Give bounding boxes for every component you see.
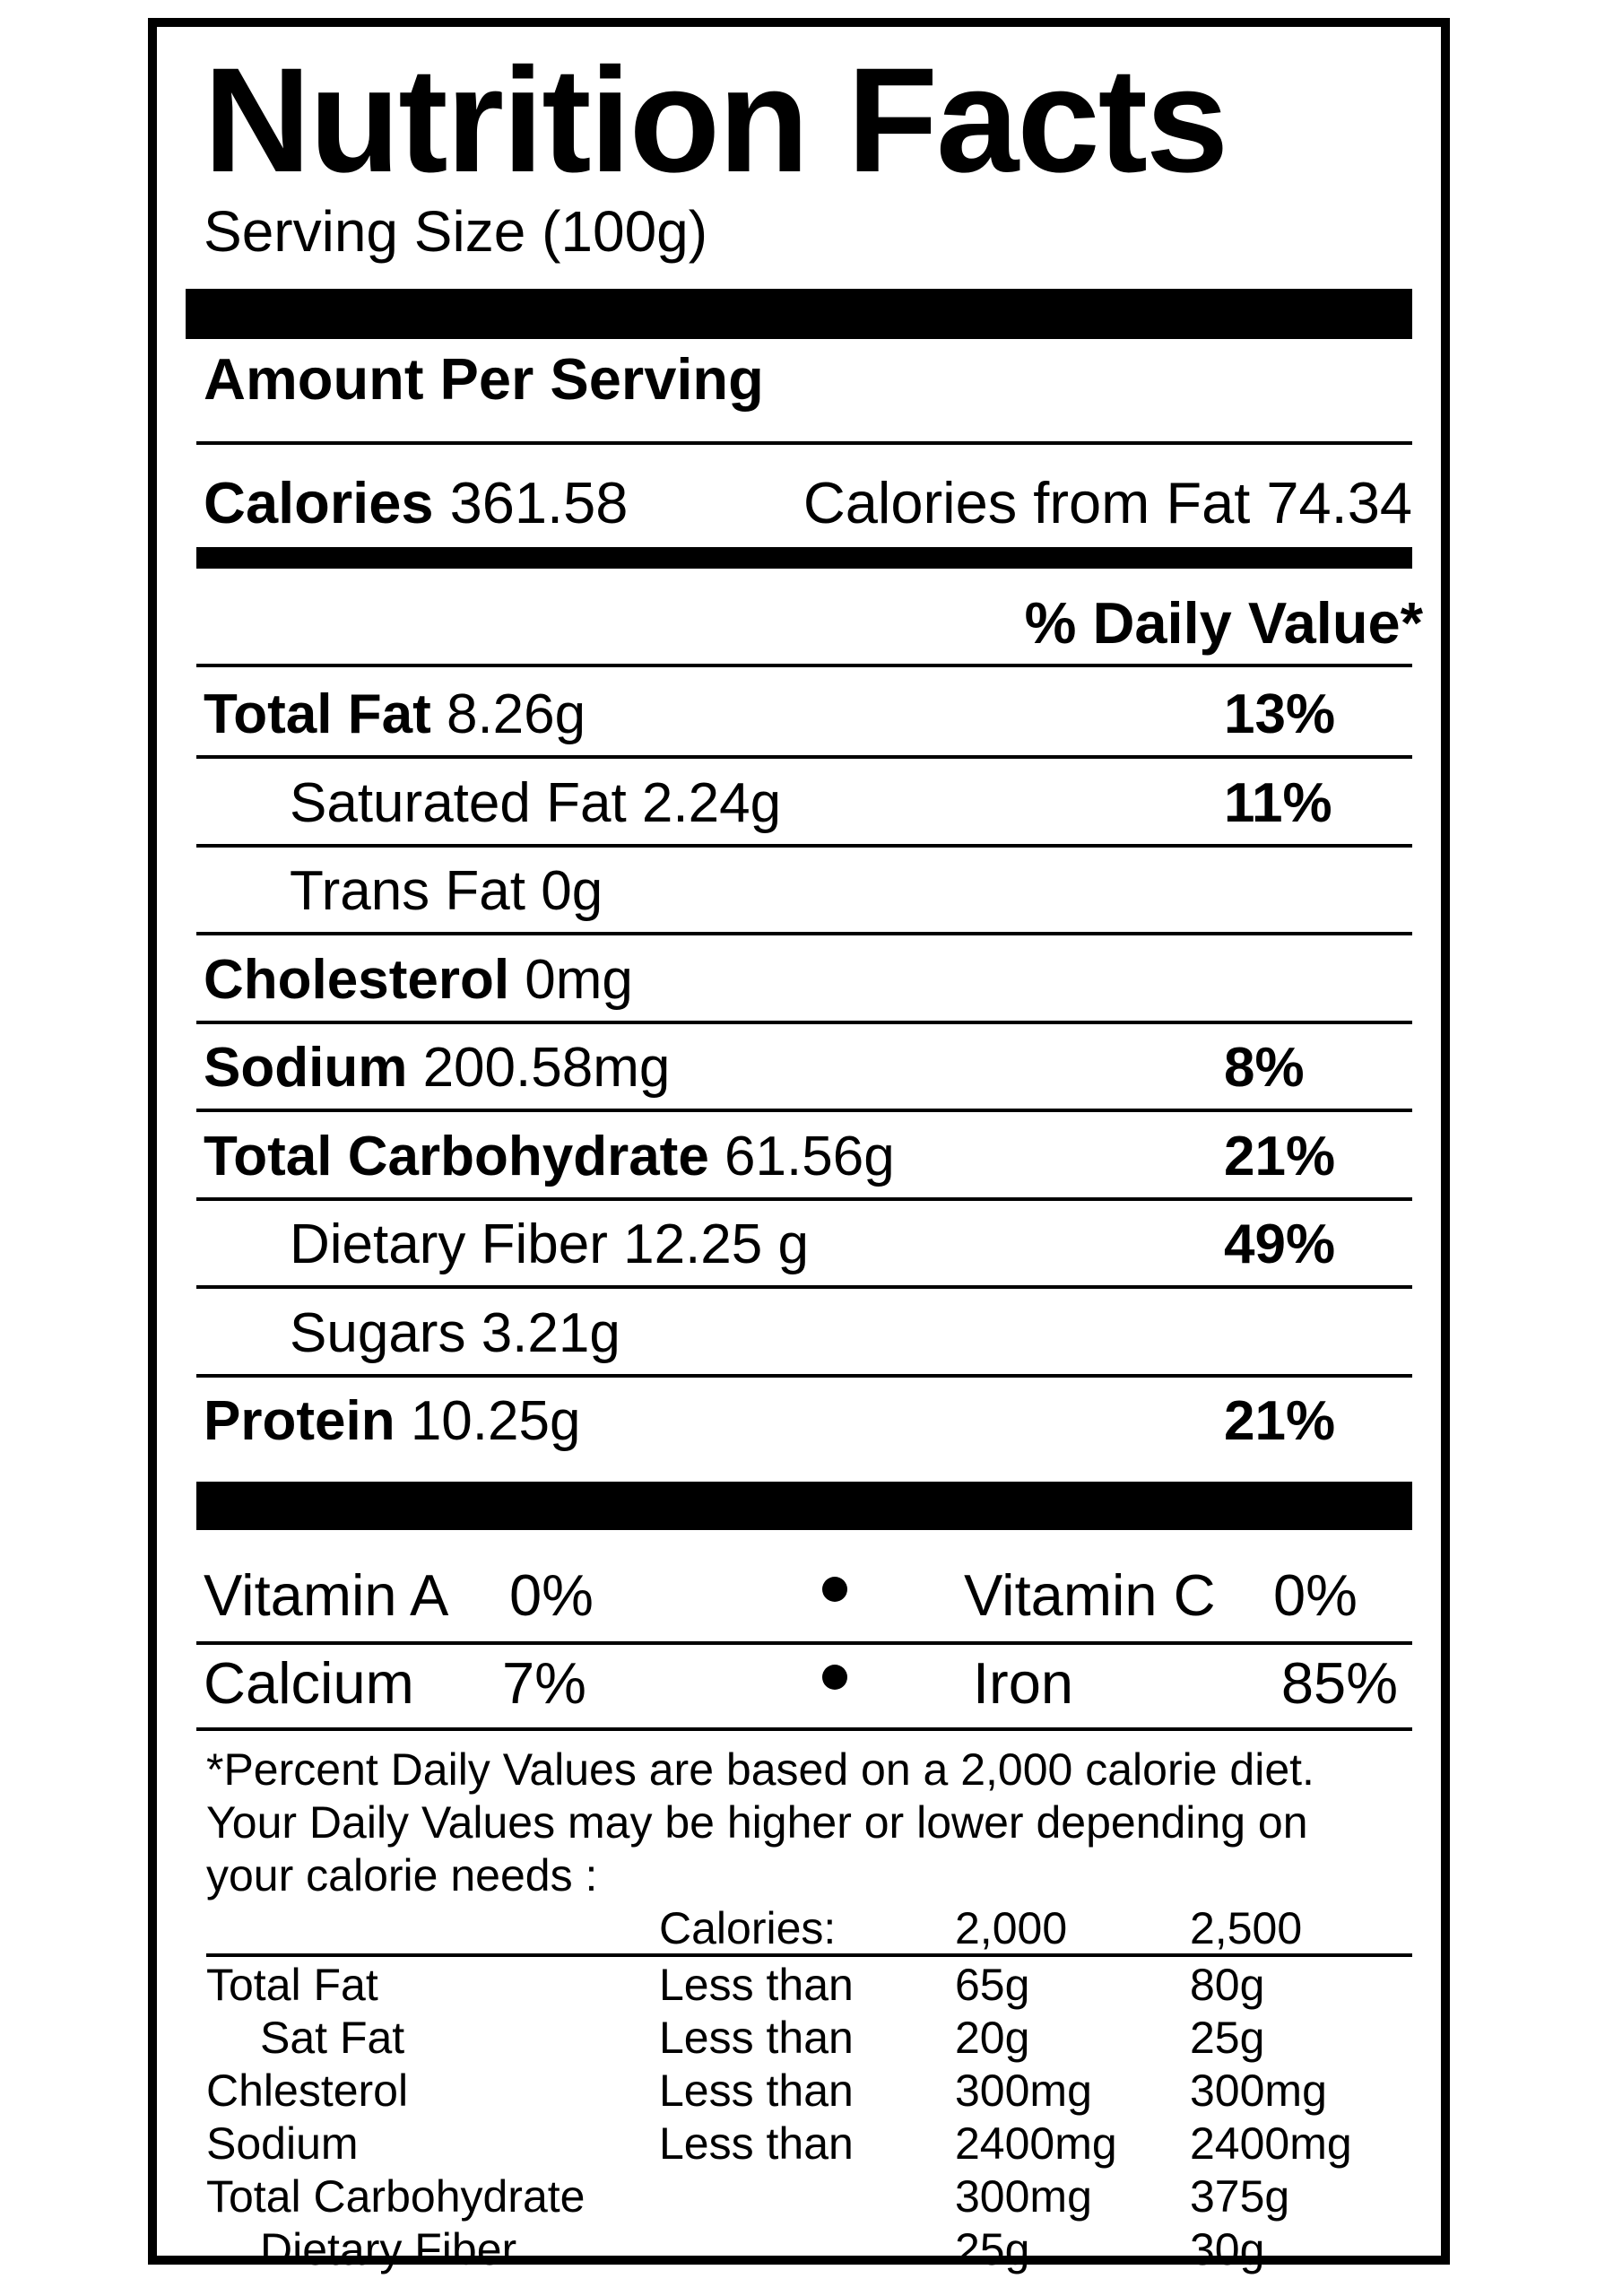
- vitamin-c-label: Vitamin C: [964, 1562, 1216, 1628]
- nutrient-row: [204, 683, 586, 745]
- nutrient-row: [204, 1126, 895, 1187]
- calories-label: Calories: [204, 470, 434, 535]
- calcium-value: 7%: [502, 1650, 586, 1716]
- bullet-icon: [822, 1665, 847, 1690]
- ref-row-value-2000: 20g: [955, 2013, 1030, 2063]
- nutrient-amount: 61.56g: [724, 1126, 895, 1187]
- nutrient-row: [290, 772, 782, 834]
- vitamin-a-value: 0%: [509, 1562, 594, 1628]
- medium-rule-calories: [196, 547, 1412, 569]
- nutrient-name: Trans Fat: [290, 860, 525, 922]
- calories-from-fat: Calories from Fat 74.34: [802, 470, 1412, 535]
- ref-row-value-2000: 300mg: [955, 2066, 1092, 2116]
- vitamin-a-label: Vitamin A: [204, 1562, 449, 1628]
- serving-size: Serving Size (100g): [204, 199, 708, 264]
- iron-label: Iron: [973, 1650, 1074, 1716]
- nutrient-amount: 0g: [541, 860, 603, 922]
- nutrient-name: Sodium: [204, 1037, 408, 1099]
- nutrient-amount: 2.24g: [641, 772, 782, 834]
- nutrient-amount: 200.58mg: [422, 1037, 671, 1099]
- nutrition-label: [148, 18, 1450, 2274]
- daily-value-header: % Daily Value*: [1024, 590, 1423, 656]
- ref-row-qualifier: Less than: [659, 2013, 854, 2063]
- nutrient-divider: [196, 1109, 1412, 1112]
- iron-value: 85%: [1280, 1650, 1398, 1716]
- nutrient-daily-value: 21%: [1224, 1126, 1336, 1187]
- nutrient-row: [290, 1302, 620, 1364]
- ref-row-name: Dietary Fiber: [260, 2224, 517, 2274]
- nutrient-divider: [196, 1285, 1412, 1289]
- ref-row-value-2000: 65g: [955, 1960, 1030, 2010]
- nutrient-daily-value: 8%: [1224, 1037, 1305, 1099]
- ref-row-value-2500: 300mg: [1190, 2066, 1327, 2116]
- rule-reference-header: [206, 1953, 1412, 1957]
- calcium-label: Calcium: [204, 1650, 414, 1716]
- rule-amount: [196, 441, 1412, 445]
- ref-col-2500: 2,500: [1190, 1903, 1303, 1953]
- footnote-line-3: your calorie needs :: [206, 1850, 598, 1900]
- ref-col-2000: 2,000: [955, 1903, 1068, 1953]
- nutrient-divider: [196, 1197, 1412, 1201]
- nutrient-daily-value: 21%: [1224, 1390, 1336, 1452]
- ref-row-value-2500: 80g: [1190, 1960, 1265, 2010]
- ref-row-value-2000: 300mg: [955, 2171, 1092, 2222]
- thick-rule-top: [186, 289, 1412, 339]
- footnote-line-1: *Percent Daily Values are based on a 2,000 calorie diet.: [206, 1744, 1314, 1795]
- ref-row-value-2500: 2400mg: [1190, 2118, 1352, 2169]
- ref-row-value-2500: 375g: [1190, 2171, 1290, 2222]
- nutrient-divider: [196, 844, 1412, 848]
- nutrient-name: Protein: [204, 1390, 395, 1452]
- nutrient-name: Total Carbohydrate: [204, 1126, 709, 1187]
- ref-row-name: Sodium: [206, 2118, 359, 2169]
- nutrient-daily-value: 49%: [1224, 1213, 1336, 1275]
- ref-row-name: Total Carbohydrate: [206, 2171, 586, 2222]
- label-title: Nutrition Facts: [204, 38, 1228, 204]
- nutrient-name: Dietary Fiber: [290, 1213, 608, 1275]
- ref-row-value-2000: 2400mg: [955, 2118, 1117, 2169]
- nutrient-row: [290, 860, 603, 922]
- nutrient-divider: [196, 1021, 1412, 1024]
- nutrient-name: Saturated Fat: [290, 772, 627, 834]
- bullet-icon: [822, 1577, 847, 1602]
- thick-rule-vitamins: [196, 1482, 1412, 1530]
- rule-vitamins: [196, 1641, 1412, 1645]
- nutrient-divider: [196, 755, 1412, 759]
- nutrient-divider: [196, 1374, 1412, 1378]
- nutrient-daily-value: 13%: [1224, 683, 1336, 745]
- rule-dv-header: [196, 664, 1412, 667]
- ref-row-value-2500: 25g: [1190, 2013, 1265, 2063]
- nutrient-amount: 8.26g: [446, 683, 586, 745]
- nutrient-amount: 0mg: [525, 949, 633, 1011]
- vitamin-c-value: 0%: [1273, 1562, 1358, 1628]
- ref-calories-label: Calories:: [659, 1903, 837, 1953]
- nutrient-name: Cholesterol: [204, 949, 510, 1011]
- ref-row-qualifier: Less than: [659, 2118, 854, 2169]
- rule-minerals: [196, 1727, 1412, 1731]
- calories-row: [204, 470, 629, 535]
- nutrient-row: [204, 949, 633, 1011]
- nutrient-name: Sugars: [290, 1302, 466, 1364]
- ref-row-value-2000: 25g: [955, 2224, 1030, 2274]
- nutrient-amount: 10.25g: [410, 1390, 581, 1452]
- ref-row-name: Total Fat: [206, 1960, 378, 2010]
- amount-per-serving: Amount Per Serving: [204, 346, 764, 412]
- ref-row-value-2500: 30g: [1190, 2224, 1265, 2274]
- nutrient-row: [290, 1213, 809, 1275]
- ref-row-qualifier: Less than: [659, 1960, 854, 2010]
- calories-value: 361.58: [449, 470, 629, 535]
- nutrient-amount: 12.25 g: [623, 1213, 809, 1275]
- nutrient-daily-value: 11%: [1224, 772, 1332, 834]
- nutrient-amount: 3.21g: [481, 1302, 620, 1364]
- nutrient-row: [204, 1037, 671, 1099]
- nutrient-divider: [196, 932, 1412, 935]
- ref-row-qualifier: Less than: [659, 2066, 854, 2116]
- footnote-line-2: Your Daily Values may be higher or lower depending on: [206, 1797, 1308, 1848]
- nutrient-name: Total Fat: [204, 683, 431, 745]
- nutrient-row: [204, 1390, 581, 1452]
- ref-row-name: Chlesterol: [206, 2066, 409, 2116]
- ref-row-name: Sat Fat: [260, 2013, 405, 2063]
